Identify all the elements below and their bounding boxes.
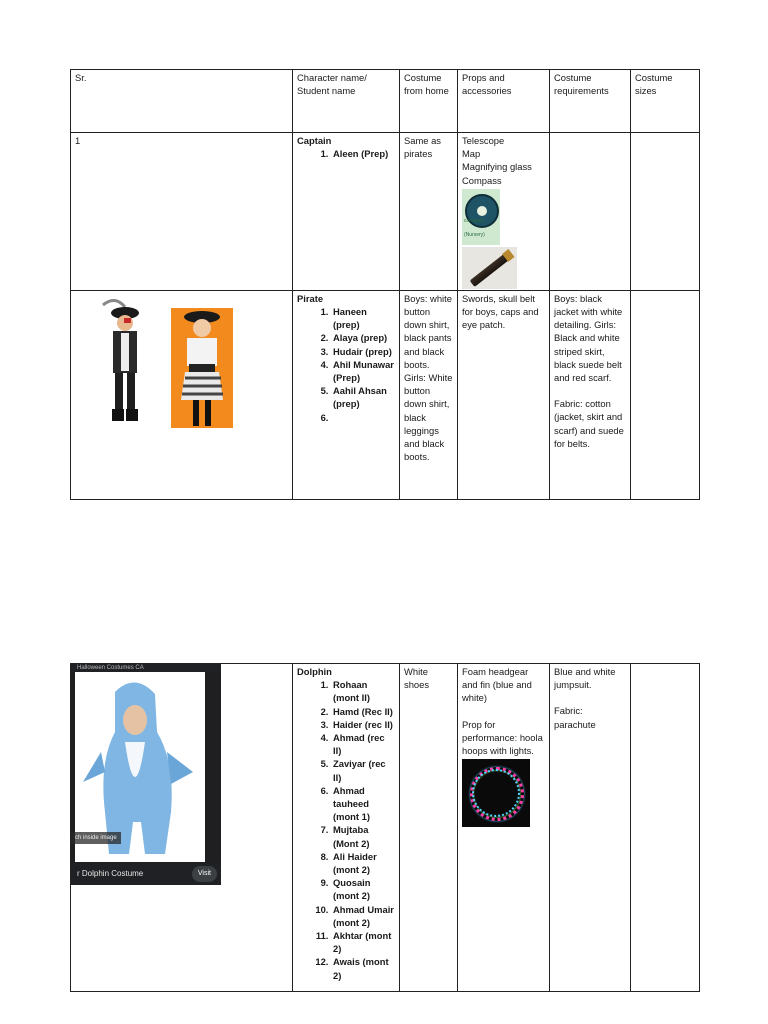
prop-item: Foam headgear and fin (blue and white) (462, 666, 532, 704)
compass-caption: compass (Nursery) (464, 218, 485, 238)
from-home-girls: Girls: White button down shirt, black leggings and black boots. (404, 372, 453, 463)
list-item: 7. Mujtaba (Mont 2) (331, 823, 395, 849)
telescope-image (462, 247, 517, 289)
fabric-text: Fabric: parachute (554, 705, 596, 730)
list-item: 4. Ahmad (rec II) (331, 731, 395, 757)
prop-item: Compass (462, 174, 502, 186)
sizes-cell (631, 133, 700, 291)
table-row (71, 133, 700, 291)
requirements-cell (550, 290, 631, 499)
character-cell (293, 133, 400, 291)
character-name: Captain (297, 135, 332, 146)
list-item: 12. Awais (mont 2) (331, 955, 395, 981)
compass-image (462, 189, 500, 245)
list-item: 6. Ahmad tauheed (mont 1) (331, 784, 395, 824)
requirements-cell (550, 133, 631, 291)
list-item: 8. Ali Haider (mont 2) (331, 850, 395, 876)
image-caption-bar (71, 863, 221, 885)
from-home-cell: Same as pirates (400, 133, 458, 291)
sizes-cell (631, 664, 700, 992)
student-list (297, 305, 395, 424)
character-cell (293, 290, 400, 499)
list-item: 1. Rohaan (mont II) (331, 678, 395, 704)
header-sizes: Costume sizes (631, 70, 700, 133)
header-character: Character name/ Student name (293, 70, 400, 133)
list-item: 3. Haider (rec II) (331, 718, 395, 731)
table-row (71, 664, 700, 992)
hoola-hoop-image (462, 759, 530, 827)
list-item: 2. Alaya (prep) (331, 331, 395, 344)
requirements-text: Boys: black jacket with white detailing. Girls: Black and white striped skirt, black suede belt and red scarf. (554, 292, 623, 384)
from-home-cell: White shoes (400, 664, 458, 992)
props-cell: Swords, skull belt for boys, caps and eye patch. (458, 290, 550, 499)
list-item: 2. Hamd (Rec II) (331, 705, 395, 718)
from-home-boys: Boys: white button down shirt, black pants and black boots. (404, 292, 452, 370)
header-row (71, 70, 700, 133)
image-cell (71, 290, 293, 499)
telescope-icon (470, 251, 513, 287)
character-cell (293, 664, 400, 992)
list-item: 3. Hudair (prep) (331, 345, 395, 358)
header-from-home: Costume from home (400, 70, 458, 133)
character-name: Dolphin (297, 666, 332, 677)
list-item (331, 411, 395, 424)
table-row (71, 290, 700, 499)
list-item: 4. Ahil Munawar (Prep) (331, 358, 395, 384)
list-item: 5. Aahil Ahsan (prep) (331, 384, 395, 410)
requirements-cell (550, 664, 631, 992)
list-item: 10. Ahmad Umair (mont 2) (331, 903, 395, 929)
sr-cell: 1 (71, 133, 293, 291)
props-cell (458, 664, 550, 992)
search-inside-image-chip[interactable]: ch inside image (71, 832, 121, 844)
student-list (297, 678, 395, 982)
image-source-title: Halloween Costumes CA (71, 664, 221, 672)
header-sr: Sr. (71, 70, 293, 133)
list-item: 1. Aleen (Prep) (331, 147, 395, 160)
props-cell (458, 133, 550, 291)
image-cell (71, 664, 293, 992)
header-props: Props and accessories (458, 70, 550, 133)
pirate-girl-image (171, 308, 233, 428)
costume-table-1 (70, 69, 700, 500)
prop-item: Telescope (462, 135, 505, 146)
list-item: 11. Akhtar (mont 2) (331, 929, 395, 955)
pirate-boy-image (95, 297, 151, 429)
image-caption: r Dolphin Costume (77, 869, 144, 878)
character-name: Pirate (297, 292, 324, 304)
prop-item: Prop for performance: hoola hoops with lights. (462, 718, 543, 757)
list-item: 5. Zaviyar (rec II) (331, 757, 395, 783)
prop-item: Magnifying glass (462, 161, 532, 173)
sizes-cell (631, 290, 700, 499)
costume-table-2 (70, 663, 700, 992)
list-item: 9. Quosain (mont 2) (331, 876, 395, 902)
dolphin-image (71, 664, 221, 885)
visit-button[interactable]: Visit (192, 866, 217, 882)
requirements-text: Blue and white jumpsuit. (554, 666, 616, 691)
student-list (297, 147, 395, 160)
header-requirements: Costume requirements (550, 70, 631, 133)
list-item: 1. Haneen (prep) (331, 305, 395, 331)
fabric-text: Fabric: cotton (jacket, skirt and scarf) and suede for belts. (554, 398, 624, 449)
from-home-cell (400, 290, 458, 499)
prop-item: Map (462, 148, 481, 160)
